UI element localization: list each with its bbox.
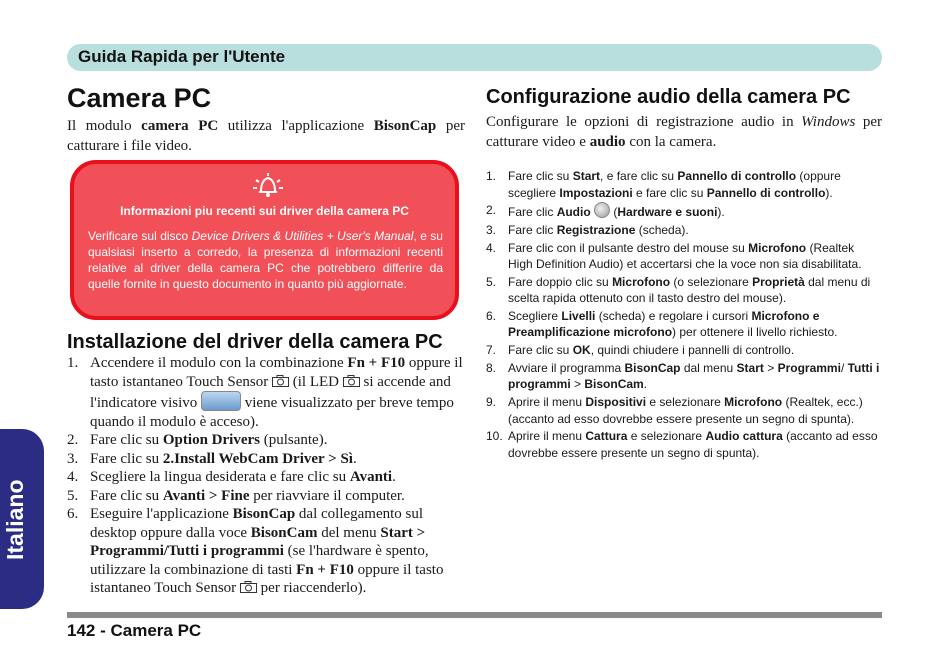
running-header-title: Guida Rapida per l'Utente: [78, 47, 286, 66]
list-item: 6. Eseguire l'applicazione BisonCap dal collegamento sul desktop oppure dalla voce BisonCam del menu Start > Programmi/Tutti i programmi (se l'hardware è spento, utilizzare la combinazione di tasti Fn + F10 oppure il tasto istantaneo Touch Sensor per riaccenderlo).: [67, 506, 444, 596]
camera-icon: [343, 375, 360, 387]
audio-steps: [486, 168, 882, 462]
page-footer: 142 - Camera PC: [67, 621, 202, 640]
list-item: 3. Fare clic Registrazione (scheda).: [486, 222, 689, 237]
language-side-label: Italiano: [2, 479, 28, 561]
list-item: 5. Fare clic su Avanti > Fine per riavviare il computer.: [67, 487, 405, 504]
list-item: 7. Fare clic su OK, quindi chiudere i pannelli di controllo.: [486, 343, 795, 358]
list-item: 3. Fare clic su 2.Install WebCam Driver > Sì.: [67, 450, 357, 467]
list-item: 5. Fare doppio clic su Microfono (o selezionare Proprietà dal menu di scelta rapida ottenuto con il tasto destro del mouse).: [486, 274, 871, 306]
install-steps: [67, 354, 465, 598]
camera-icon: [272, 375, 289, 387]
note-text: Verificare sul disco Device Drivers & Utilities + User's Manual, e su qualsiasi inserto a corredo, la presenza di informazioni recenti relative al driver della camera PC che potrebbero differire da quelle fornite in questo documento in quanto più aggiornate.: [88, 229, 443, 291]
list-item: 1. Accendere il modulo con la combinazione Fn + F10 oppure il tasto istantaneo Touch Sensor (il LED si accende and l'indicatore visivo viene visualizzato per breve tempo quando il modulo è acceso).: [67, 355, 463, 430]
note-title: Informazioni piu recenti sui driver della camera PC: [120, 204, 409, 218]
list-item: 2. Fare clic Audio (Hardware e suoni).: [486, 203, 725, 220]
list-item: 6. Scegliere Livelli (scheda) e regolare i cursori Microfono e Preamplificazione microfono) per ottenere il livello richiesto.: [486, 308, 838, 340]
list-item: 4. Fare clic con il pulsante destro del mouse su Microfono (Realtek High Definition Audio) et accertarsi che la voce non sia disabilitata.: [486, 240, 862, 272]
intro-paragraph: Il modulo camera PC utilizza l'applicazione BisonCap per catturare i file video.: [67, 118, 466, 154]
section-title: Camera PC: [67, 83, 212, 113]
install-title: Installazione del driver della camera PC: [67, 331, 443, 353]
audio-icon: [594, 202, 610, 218]
list-item: 4. Scegliere la lingua desiderata e fare clic su Avanti.: [67, 469, 396, 485]
list-item: 1. Fare clic su Start, e fare clic su Pannello di controllo (oppure scegliere Impostazioni e fare clic su Pannello di controllo).: [486, 169, 841, 200]
camera-icon: [240, 581, 257, 593]
webcam-indicator-icon: [201, 391, 241, 411]
list-item: 8. Avviare il programma BisonCap dal menu Start > Programmi/ Tutti i programmi > BisonCam.: [486, 360, 880, 392]
list-item: 10. Aprire il menu Cattura e selezionare Audio cattura (accanto ad esso dovrebbe essere presente un segno di spunta).: [486, 429, 878, 460]
list-item: 9. Aprire il menu Dispositivi e selezionare Microfono (Realtek, ecc.) (accanto ad esso dovrebbe essere presente un segno di spunta).: [486, 395, 863, 426]
list-item: 2. Fare clic su Option Drivers (pulsante).: [67, 432, 328, 448]
footer-divider: [67, 612, 882, 618]
bell-alert-icon: [250, 170, 286, 200]
driver-note-box: [70, 160, 459, 320]
audio-intro-paragraph: Configurare le opzioni di registrazione audio in Windows per catturare video e audio con la camera.: [486, 114, 882, 150]
audio-config-title: Configurazione audio della camera PC: [486, 86, 851, 108]
